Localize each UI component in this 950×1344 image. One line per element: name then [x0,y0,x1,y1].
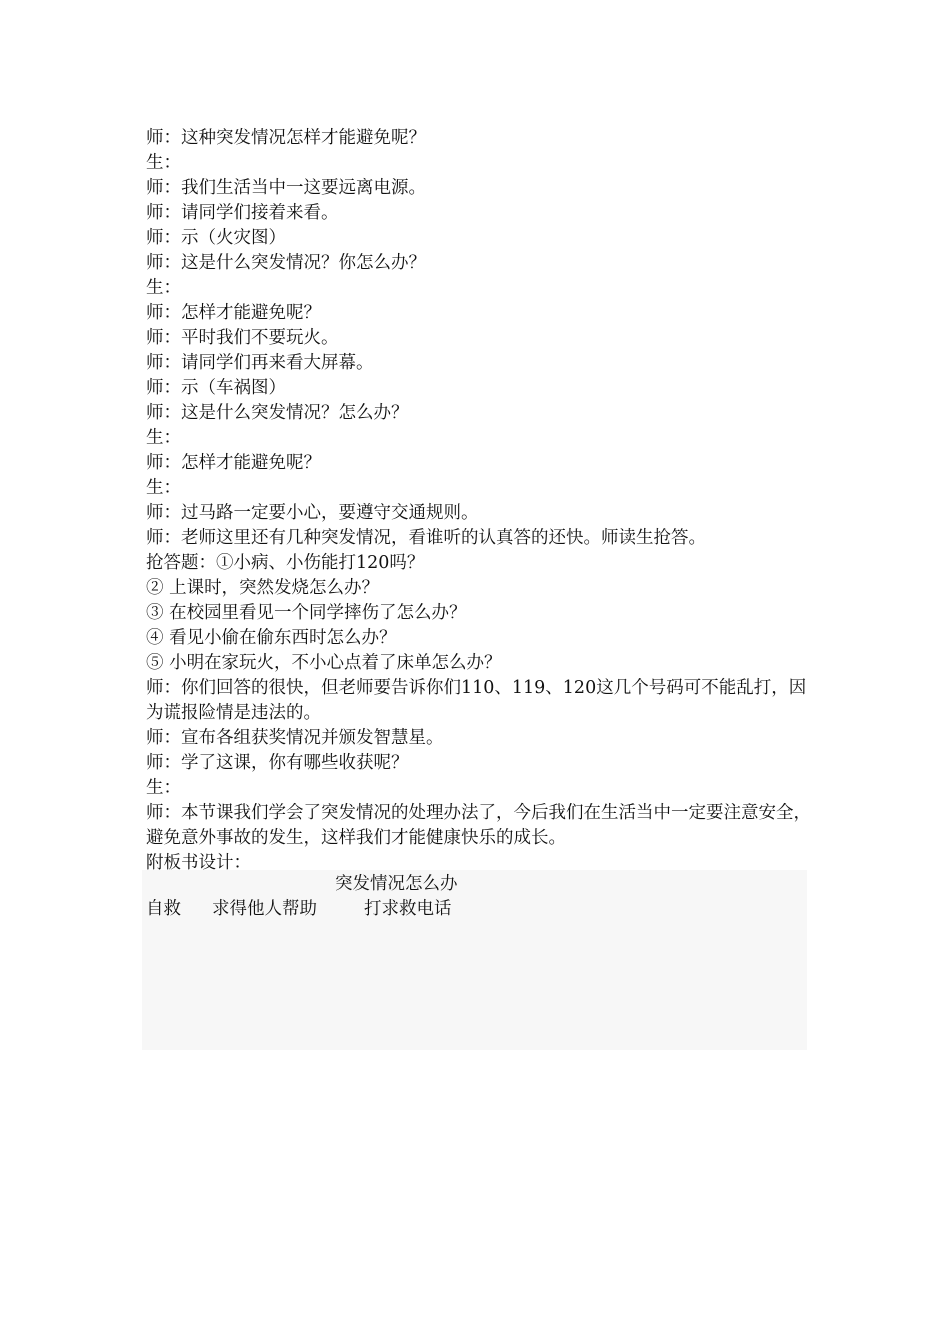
quiz-question: ③ 在校园里看见一个同学摔伤了怎么办？ [146,603,467,623]
text-line: 师：示（火灾图） [146,228,286,248]
text-line: 师：我们生活当中一这要远离电源。 [146,178,426,198]
quiz-question: ⑤ 小明在家玩火，不小心点着了床单怎么办？ [146,653,502,673]
text-paragraph: 师：本节课我们学会了突发情况的处理办法了，今后我们在生活当中一定要注意安全，避免意外事故的发生，这样我们才能健康快乐的成长。 [146,803,811,848]
board-design-heading: 附板书设计： [146,853,251,873]
text-line: 生： [146,428,181,448]
quiz-heading-line: 抢答题：①小病、小伤能打120吗？ [146,553,425,573]
text-paragraph: 师：你们回答的很快，但老师要告诉你们110、119、120这几个号码可不能乱打，因为谎报险情是违法的。 [146,678,807,723]
text-line: 师：怎样才能避免呢？ [146,453,321,473]
board-item-seek-help: 求得他人帮助 [212,899,317,919]
text-line: 师：过马路一定要小心，要遵守交通规则。 [146,503,479,523]
text-line: 师：请同学们接着来看。 [146,203,339,223]
text-line: 师：平时我们不要玩火。 [146,328,339,348]
board-item-call-emergency: 打求救电话 [364,899,452,919]
lesson-transcript [146,126,812,876]
text-line: 师：这是什么突发情况？怎么办？ [146,403,409,423]
text-line: 师：老师这里还有几种突发情况，看谁听的认真答的还快。师读生抢答。 [146,528,706,548]
text-line: 师：示（车祸图） [146,378,286,398]
board-title: 突发情况怎么办 [335,874,458,894]
text-line: 生： [146,153,181,173]
quiz-question: ④ 看见小偷在偷东西时怎么办？ [146,628,397,648]
text-line: 生： [146,778,181,798]
board-design-area [142,870,807,1050]
text-line: 生： [146,478,181,498]
text-line: 师：这种突发情况怎样才能避免呢？ [146,128,426,148]
text-line: 师：这是什么突发情况？你怎么办？ [146,253,426,273]
text-line: 师：宣布各组获奖情况并颁发智慧星。 [146,728,444,748]
board-item-self-rescue: 自救 [146,899,181,919]
text-line: 师：怎样才能避免呢？ [146,303,321,323]
quiz-question: ② 上课时，突然发烧怎么办？ [146,578,380,598]
text-line: 师：请同学们再来看大屏幕。 [146,353,374,373]
text-line: 生： [146,278,181,298]
text-line: 师：学了这课，你有哪些收获呢？ [146,753,409,773]
